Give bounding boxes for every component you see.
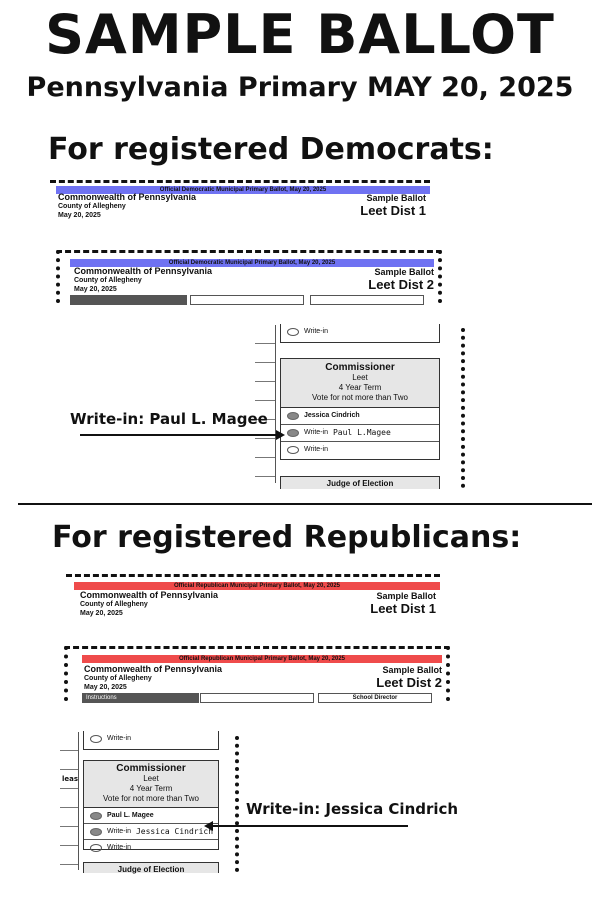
rep-ballot1-district: Leet Dist 1 — [370, 601, 436, 616]
rep-ballot2-district: Leet Dist 2 — [376, 675, 442, 690]
dem-arrow-line — [80, 434, 276, 436]
rep-dotted-edge — [235, 736, 241, 872]
rep-callout: Write-in: Jessica Cindrich — [246, 800, 459, 818]
rep-contest-header: Commissioner Leet 4 Year Term Vote for not more than Two — [84, 761, 218, 808]
dem-prev-writein-row[interactable]: Write-in — [281, 324, 439, 340]
page-subtitle: Pennsylvania Primary MAY 20, 2025 — [26, 72, 574, 103]
dem-prev-contest — [280, 324, 440, 343]
page-title: SAMPLE BALLOT — [45, 3, 555, 66]
rep-ballot-header-dist2 — [64, 646, 450, 701]
arrow-right-icon — [276, 430, 285, 440]
rep-arrow-line — [212, 825, 408, 827]
rep-candidate-row[interactable]: Paul L. Magee — [84, 808, 218, 824]
rep-ballot2-sample: Sample Ballot — [382, 665, 442, 675]
dem-ballot2-county: County of Allegheny — [74, 277, 142, 284]
dem-ballot-header-dist2 — [56, 250, 442, 303]
rep-prev-contest — [83, 731, 219, 750]
dem-ballot1-county: County of Allegheny — [58, 203, 126, 210]
dem-ballot2-sample: Sample Ballot — [374, 267, 434, 277]
rep-ballot1-bar: Official Republican Municipal Primary Ballot, May 20, 2025 — [74, 582, 440, 590]
dem-ballot2-tab-2 — [190, 295, 304, 305]
rep-side-label: leas — [60, 770, 78, 789]
dem-commissioner-contest — [280, 358, 440, 460]
rep-ballot1-sample: Sample Ballot — [376, 591, 436, 601]
dem-ballot2-tab-instructions — [70, 295, 187, 305]
rep-writein2-row[interactable]: Write-in — [84, 840, 218, 855]
dem-ballot1-commonwealth: Commonwealth of Pennsylvania — [58, 192, 197, 202]
section-divider — [18, 503, 592, 505]
rep-ballot1-commonwealth: Commonwealth of Pennsylvania — [80, 590, 219, 600]
dem-ballot2-tab-3 — [310, 295, 424, 305]
rep-ballot2-tab-instructions: Instructions — [82, 693, 199, 703]
dem-ballot2-bar: Official Democratic Municipal Primary Ballot, May 20, 2025 — [70, 259, 434, 267]
rep-ballot2-commonwealth: Commonwealth of Pennsylvania — [84, 664, 223, 674]
republicans-heading: For registered Republicans: — [52, 520, 522, 555]
dem-ballot2-date: May 20, 2025 — [74, 286, 117, 293]
democrats-heading: For registered Democrats: — [48, 132, 494, 167]
rep-left-grid — [60, 732, 79, 870]
rep-ballot1-date: May 20, 2025 — [80, 610, 123, 617]
rep-ballot-header-dist1 — [66, 574, 440, 617]
oval-filled-icon[interactable] — [90, 812, 102, 820]
dem-ballot1-sample: Sample Ballot — [366, 193, 426, 203]
rep-prev-writein-row[interactable]: Write-in — [84, 731, 218, 747]
rep-writein-value: Jessica Cindrich — [135, 826, 214, 836]
dem-ballot1-district: Leet Dist 1 — [360, 203, 426, 218]
oval-filled-icon[interactable] — [287, 429, 299, 437]
dem-left-grid — [255, 325, 276, 483]
dem-ballot1-date: May 20, 2025 — [58, 212, 101, 219]
dem-callout: Write-in: Paul L. Magee — [70, 410, 268, 428]
dem-ballot1-bar: Official Democratic Municipal Primary Ballot, May 20, 2025 — [56, 186, 430, 194]
rep-ballot2-bar: Official Republican Municipal Primary Ballot, May 20, 2025 — [82, 655, 442, 663]
dem-dotted-edge — [461, 328, 467, 488]
oval-filled-icon[interactable] — [90, 828, 102, 836]
rep-writein-row[interactable]: Write-in Jessica Cindrich — [84, 824, 218, 840]
oval-filled-icon[interactable] — [287, 412, 299, 420]
rep-ballot1-county: County of Allegheny — [80, 601, 148, 608]
dem-ballot-header-dist1 — [50, 180, 430, 225]
dem-ballot2-commonwealth: Commonwealth of Pennsylvania — [74, 266, 213, 276]
dem-writein2-row[interactable]: Write-in — [281, 442, 439, 458]
rep-ballot2-tab-school-director: School Director — [318, 693, 432, 703]
dem-writein-value: Paul L.Magee — [332, 428, 391, 437]
dem-contest-header: Commissioner Leet 4 Year Term Vote for not more than Two — [281, 359, 439, 408]
oval-icon[interactable] — [90, 844, 102, 852]
rep-commissioner-contest — [83, 760, 219, 850]
dem-writein-row[interactable]: Write-in Paul L.Magee — [281, 425, 439, 442]
dem-ballot2-district: Leet Dist 2 — [368, 277, 434, 292]
dem-next-contest: Judge of Election — [280, 476, 440, 489]
rep-next-contest: Judge of Election — [83, 862, 219, 873]
dem-candidate-row[interactable]: Jessica Cindrich — [281, 408, 439, 425]
oval-icon[interactable] — [90, 735, 102, 743]
oval-icon[interactable] — [287, 446, 299, 454]
rep-ballot2-county: County of Allegheny — [84, 675, 152, 682]
oval-icon[interactable] — [287, 328, 299, 336]
rep-ballot2-date: May 20, 2025 — [84, 684, 127, 691]
rep-ballot2-tab-2 — [200, 693, 314, 703]
